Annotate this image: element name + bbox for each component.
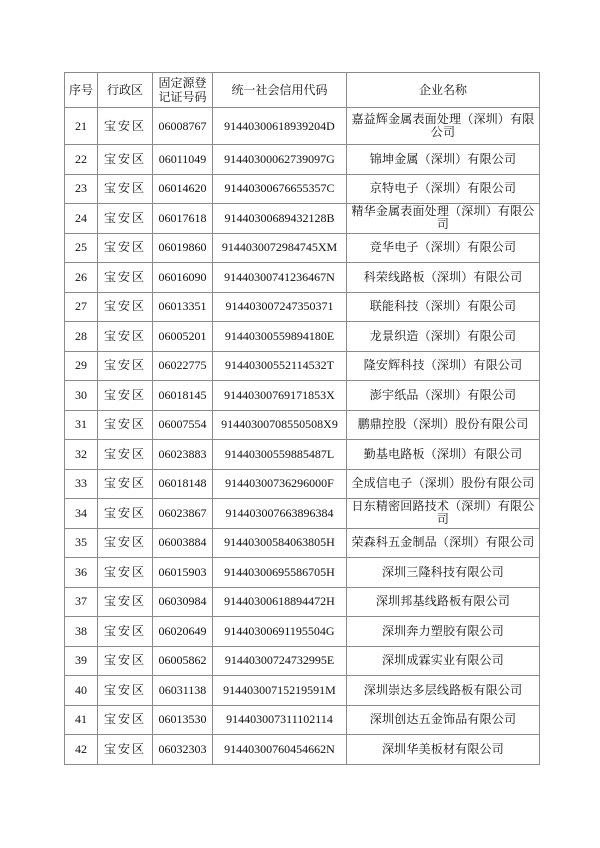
row-company-name: 荣森科五金制品（深圳）有限公司 <box>347 528 540 558</box>
row-company-name: 深圳三隆科技有限公司 <box>347 558 540 588</box>
row-company-name: 深圳成霖实业有限公司 <box>347 646 540 676</box>
row-index: 42 <box>65 735 98 765</box>
row-credit-code: 914403007663896384 <box>213 499 347 529</box>
table-row <box>65 351 540 381</box>
table-row <box>65 705 540 735</box>
row-credit-code: 91440300584063805H <box>213 528 347 558</box>
table-row <box>65 676 540 706</box>
row-index: 21 <box>65 108 98 145</box>
row-credit-code: 91440300689432128B <box>213 204 347 234</box>
row-index: 37 <box>65 587 98 617</box>
row-index: 26 <box>65 263 98 293</box>
row-fixed-source-cert: 06005862 <box>153 646 213 676</box>
row-district: 宝安区 <box>98 108 153 145</box>
row-index: 38 <box>65 617 98 647</box>
row-credit-code: 91440300760454662N <box>213 735 347 765</box>
table-row <box>65 322 540 352</box>
row-credit-code: 91440300676655357C <box>213 174 347 204</box>
row-company-name: 鹏鼎控股（深圳）股份有限公司 <box>347 410 540 440</box>
row-district: 宝安区 <box>98 735 153 765</box>
row-company-name: 勤基电路板（深圳）有限公司 <box>347 440 540 470</box>
row-credit-code: 9144030072984745XM <box>213 233 347 263</box>
table-row <box>65 617 540 647</box>
row-fixed-source-cert: 06031138 <box>153 676 213 706</box>
row-index: 27 <box>65 292 98 322</box>
row-credit-code: 91440300618894472H <box>213 587 347 617</box>
table-row <box>65 440 540 470</box>
table-row <box>65 528 540 558</box>
row-index: 23 <box>65 174 98 204</box>
row-company-name: 深圳华美板材有限公司 <box>347 735 540 765</box>
table-row <box>65 499 540 529</box>
row-district: 宝安区 <box>98 587 153 617</box>
header-district: 行政区 <box>98 73 153 108</box>
table-row <box>65 204 540 234</box>
row-district: 宝安区 <box>98 263 153 293</box>
row-company-name: 深圳邦基线路板有限公司 <box>347 587 540 617</box>
row-fixed-source-cert: 06011049 <box>153 145 213 175</box>
row-fixed-source-cert: 06023883 <box>153 440 213 470</box>
row-fixed-source-cert: 06013351 <box>153 292 213 322</box>
table-row <box>65 735 540 765</box>
row-district: 宝安区 <box>98 440 153 470</box>
row-credit-code: 914403007247350371 <box>213 292 347 322</box>
row-credit-code: 91440300708550508X9 <box>213 410 347 440</box>
row-district: 宝安区 <box>98 617 153 647</box>
header-credit-code: 统一社会信用代码 <box>213 73 347 108</box>
row-fixed-source-cert: 06019860 <box>153 233 213 263</box>
row-index: 24 <box>65 204 98 234</box>
row-district: 宝安区 <box>98 351 153 381</box>
row-district: 宝安区 <box>98 145 153 175</box>
row-index: 40 <box>65 676 98 706</box>
row-fixed-source-cert: 06014620 <box>153 174 213 204</box>
row-index: 36 <box>65 558 98 588</box>
row-fixed-source-cert: 06018148 <box>153 469 213 499</box>
row-company-name: 深圳奔力塑胶有限公司 <box>347 617 540 647</box>
row-fixed-source-cert: 06018145 <box>153 381 213 411</box>
enterprise-registry-table <box>64 72 540 765</box>
row-credit-code: 91440300691195504G <box>213 617 347 647</box>
row-credit-code: 91440300715219591M <box>213 676 347 706</box>
row-index: 25 <box>65 233 98 263</box>
row-company-name: 精华金属表面处理（深圳）有限公司 <box>347 204 540 234</box>
row-company-name: 澎宇纸品（深圳）有限公司 <box>347 381 540 411</box>
row-credit-code: 91440300769171853X <box>213 381 347 411</box>
row-credit-code: 91440300724732995E <box>213 646 347 676</box>
row-district: 宝安区 <box>98 410 153 440</box>
row-credit-code: 91440300695586705H <box>213 558 347 588</box>
table-row <box>65 587 540 617</box>
row-company-name: 科荣线路板（深圳）有限公司 <box>347 263 540 293</box>
row-company-name: 龙景织造（深圳）有限公司 <box>347 322 540 352</box>
table-row <box>65 174 540 204</box>
row-index: 39 <box>65 646 98 676</box>
row-index: 30 <box>65 381 98 411</box>
row-company-name: 联能科技（深圳）有限公司 <box>347 292 540 322</box>
table-row <box>65 410 540 440</box>
table-row <box>65 646 540 676</box>
row-fixed-source-cert: 06023867 <box>153 499 213 529</box>
header-index: 序号 <box>65 73 98 108</box>
row-fixed-source-cert: 06007554 <box>153 410 213 440</box>
row-index: 33 <box>65 469 98 499</box>
row-district: 宝安区 <box>98 233 153 263</box>
row-company-name: 竞华电子（深圳）有限公司 <box>347 233 540 263</box>
row-index: 29 <box>65 351 98 381</box>
row-district: 宝安区 <box>98 381 153 411</box>
table-row <box>65 145 540 175</box>
row-index: 35 <box>65 528 98 558</box>
row-fixed-source-cert: 06003884 <box>153 528 213 558</box>
row-index: 34 <box>65 499 98 529</box>
row-fixed-source-cert: 06008767 <box>153 108 213 145</box>
row-index: 28 <box>65 322 98 352</box>
row-company-name: 深圳崇达多层线路板有限公司 <box>347 676 540 706</box>
row-index: 31 <box>65 410 98 440</box>
table-row <box>65 108 540 145</box>
row-district: 宝安区 <box>98 174 153 204</box>
row-credit-code: 91440300741236467N <box>213 263 347 293</box>
row-company-name: 深圳创达五金饰品有限公司 <box>347 705 540 735</box>
row-district: 宝安区 <box>98 469 153 499</box>
row-district: 宝安区 <box>98 499 153 529</box>
row-fixed-source-cert: 06022775 <box>153 351 213 381</box>
row-credit-code: 91440300559894180E <box>213 322 347 352</box>
row-fixed-source-cert: 06020649 <box>153 617 213 647</box>
row-company-name: 嘉益辉金属表面处理（深圳）有限公司 <box>347 108 540 145</box>
row-district: 宝安区 <box>98 204 153 234</box>
row-district: 宝安区 <box>98 292 153 322</box>
table-row <box>65 558 540 588</box>
row-credit-code: 91440300736296000F <box>213 469 347 499</box>
row-index: 22 <box>65 145 98 175</box>
header-company-name: 企业名称 <box>347 73 540 108</box>
table-row <box>65 469 540 499</box>
table-row <box>65 292 540 322</box>
row-district: 宝安区 <box>98 646 153 676</box>
row-company-name: 锦坤金属（深圳）有限公司 <box>347 145 540 175</box>
row-credit-code: 91440300062739097G <box>213 145 347 175</box>
table-body <box>65 108 540 765</box>
row-company-name: 日东精密回路技术（深圳）有限公司 <box>347 499 540 529</box>
row-index: 41 <box>65 705 98 735</box>
table-row <box>65 233 540 263</box>
row-fixed-source-cert: 06013530 <box>153 705 213 735</box>
table-row <box>65 263 540 293</box>
row-fixed-source-cert: 06005201 <box>153 322 213 352</box>
row-credit-code: 91440300618939204D <box>213 108 347 145</box>
row-company-name: 全成信电子（深圳）股份有限公司 <box>347 469 540 499</box>
row-district: 宝安区 <box>98 705 153 735</box>
row-district: 宝安区 <box>98 528 153 558</box>
table-row <box>65 381 540 411</box>
row-company-name: 京特电子（深圳）有限公司 <box>347 174 540 204</box>
row-fixed-source-cert: 06030984 <box>153 587 213 617</box>
table-header-row <box>65 73 540 108</box>
row-credit-code: 914403007311102114 <box>213 705 347 735</box>
row-fixed-source-cert: 06015903 <box>153 558 213 588</box>
row-fixed-source-cert: 06017618 <box>153 204 213 234</box>
row-credit-code: 91440300559885487L <box>213 440 347 470</box>
row-fixed-source-cert: 06016090 <box>153 263 213 293</box>
row-district: 宝安区 <box>98 558 153 588</box>
row-fixed-source-cert: 06032303 <box>153 735 213 765</box>
row-district: 宝安区 <box>98 676 153 706</box>
header-fixed-source-cert: 固定源登记证号码 <box>153 73 213 108</box>
row-credit-code: 91440300552114532T <box>213 351 347 381</box>
row-index: 32 <box>65 440 98 470</box>
row-district: 宝安区 <box>98 322 153 352</box>
row-company-name: 隆安辉科技（深圳）有限公司 <box>347 351 540 381</box>
